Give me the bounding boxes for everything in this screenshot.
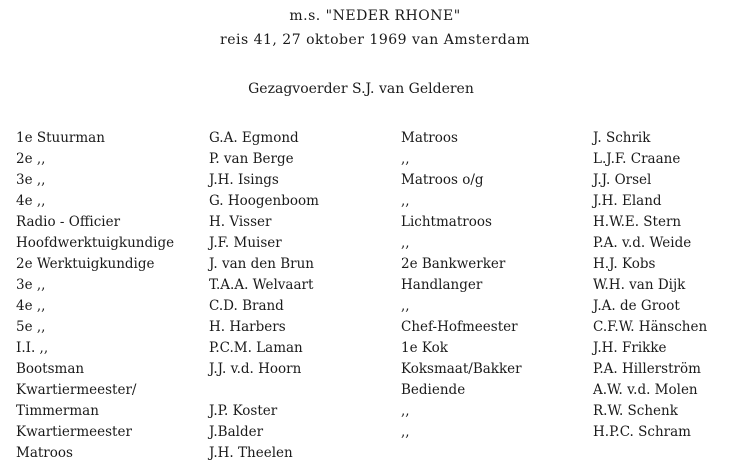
- role: ,,: [401, 151, 410, 167]
- role: 1e Stuurman: [16, 130, 105, 146]
- crew-name: R.W. Schenk: [593, 403, 678, 419]
- crew-name: C.F.W. Hänschen: [593, 319, 708, 335]
- role: Timmerman: [16, 403, 99, 419]
- crew-name: J.J. v.d. Hoorn: [209, 361, 302, 377]
- role: ,,: [401, 298, 410, 314]
- crew-name: P.A. v.d. Weide: [593, 235, 692, 251]
- crew-name: T.A.A. Welvaart: [209, 277, 314, 293]
- role: ,,: [401, 193, 410, 209]
- crew-name: P.A. Hillerström: [593, 361, 701, 377]
- role: 4e ,,: [16, 298, 46, 314]
- role: ,,: [401, 403, 410, 419]
- crew-name: J.F. Muiser: [209, 235, 282, 251]
- role: Koksmaat/Bakker: [401, 361, 522, 377]
- role: Kwartiermeester: [16, 424, 132, 440]
- role: Matroos: [16, 445, 73, 461]
- crew-name: P. van Berge: [209, 151, 294, 167]
- crew-name: J.H. Theelen: [209, 445, 293, 461]
- crew-name: H.J. Kobs: [593, 256, 656, 272]
- role: Radio - Officier: [16, 214, 121, 230]
- left-names-column: [209, 128, 399, 464]
- role: Matroos: [401, 130, 458, 146]
- crew-name: [209, 380, 399, 401]
- crew-name: H.W.E. Stern: [593, 214, 682, 230]
- voyage-line: reis 41, 27 oktober 1969 van Amsterdam: [220, 32, 530, 48]
- role: Hoofdwerktuigkundige: [16, 235, 175, 251]
- crew-name: J.A. de Groot: [593, 298, 680, 314]
- crew-name: H.P.C. Schram: [593, 424, 691, 440]
- role: 2e Bankwerker: [401, 256, 506, 272]
- crew-name: J.P. Koster: [209, 403, 278, 419]
- role: 3e ,,: [16, 172, 46, 188]
- ship-title: m.s. "NEDER RHONE": [289, 8, 461, 24]
- role: Matroos o/g: [401, 172, 484, 188]
- left-roles-column: [16, 128, 206, 464]
- crew-name: H. Visser: [209, 214, 272, 230]
- role: I.I. ,,: [16, 340, 49, 356]
- captain-line: Gezagvoerder S.J. van Gelderen: [248, 81, 474, 97]
- crew-name: J. van den Brun: [209, 256, 314, 272]
- crew-name: G. Hoogenboom: [209, 193, 319, 209]
- crew-name: J.H. Isings: [209, 172, 279, 188]
- crew-name: L.J.F. Craane: [593, 151, 681, 167]
- crew-name: G.A. Egmond: [209, 130, 299, 146]
- role: 5e ,,: [16, 319, 46, 335]
- role: ,,: [401, 235, 410, 251]
- role: Kwartiermeester/: [16, 382, 137, 398]
- crew-name: A.W. v.d. Molen: [593, 382, 698, 398]
- crew-name: J.H. Frikke: [593, 340, 667, 356]
- crew-name: J.H. Eland: [593, 193, 662, 209]
- role: 2e Werktuigkundige: [16, 256, 155, 272]
- role: 1e Kok: [401, 340, 448, 356]
- role: Lichtmatroos: [401, 214, 492, 230]
- crew-name: J.J. Orsel: [593, 172, 652, 188]
- role: Handlanger: [401, 277, 483, 293]
- role: 2e ,,: [16, 151, 46, 167]
- role: Bediende: [401, 382, 466, 398]
- crew-name: J.Balder: [209, 424, 264, 440]
- role: 4e ,,: [16, 193, 46, 209]
- crew-name: C.D. Brand: [209, 298, 284, 314]
- role: Bootsman: [16, 361, 85, 377]
- crew-name: J. Schrik: [593, 130, 651, 146]
- crew-name: P.C.M. Laman: [209, 340, 303, 356]
- right-names-column: [593, 128, 750, 443]
- right-roles-column: [401, 128, 591, 443]
- role: 3e ,,: [16, 277, 46, 293]
- role: ,,: [401, 424, 410, 440]
- crew-name: W.H. van Dijk: [593, 277, 686, 293]
- role: Chef-Hofmeester: [401, 319, 518, 335]
- crew-name: H. Harbers: [209, 319, 286, 335]
